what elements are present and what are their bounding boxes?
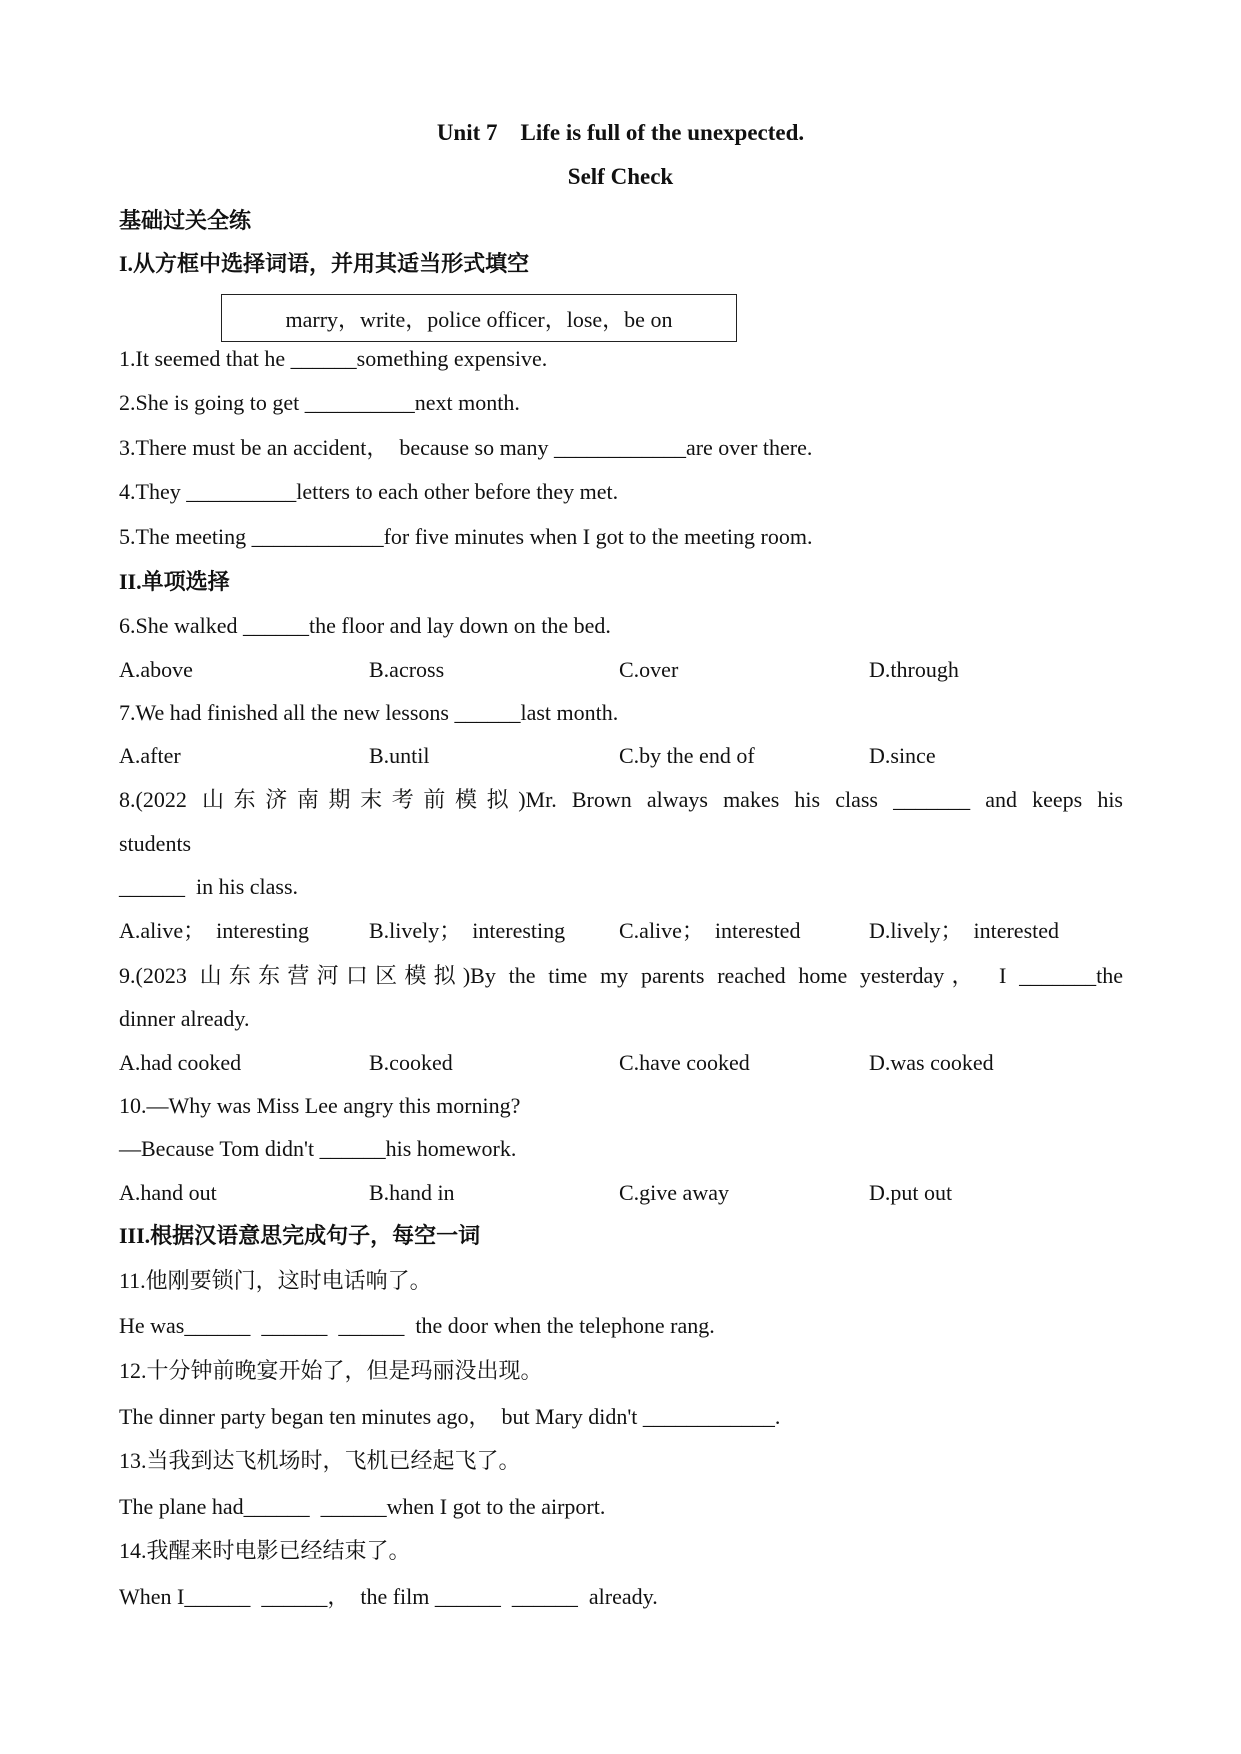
- option-c: C.give away: [619, 1180, 729, 1205]
- question-4: 4.They __________letters to each other before they met.: [119, 479, 619, 504]
- option-a: A.above: [119, 657, 193, 682]
- question-3: 3.There must be an accident， because so many ____________are over there.: [119, 435, 813, 460]
- part1-heading: I.从方框中选择词语，并用其适当形式填空: [119, 251, 530, 276]
- question-11-chinese: 11.他刚要锁门，这时电话响了。: [119, 1268, 432, 1293]
- part2-heading: II.单项选择: [119, 569, 230, 594]
- option-c: C.have cooked: [619, 1050, 750, 1075]
- question-14-english: When I______ ______， the film ______ ______ already.: [119, 1584, 658, 1609]
- question-13-chinese: 13.当我到达飞机场时，飞机已经起飞了。: [119, 1448, 521, 1473]
- option-b: B.hand in: [369, 1180, 455, 1205]
- question-14-chinese: 14.我醒来时电影已经结束了。: [119, 1538, 411, 1563]
- question-12-chinese: 12.十分钟前晚宴开始了，但是玛丽没出现。: [119, 1358, 543, 1383]
- question-2: 2.She is going to get __________next month.: [119, 390, 520, 415]
- question-10-line2: —Because Tom didn't ______his homework.: [119, 1136, 517, 1161]
- option-a: A.alive； interesting: [119, 918, 310, 943]
- option-d: D.through: [869, 657, 959, 682]
- option-c: C.alive； interested: [619, 918, 801, 943]
- option-a: A.after: [119, 743, 181, 768]
- question-9-line2: dinner already.: [119, 1006, 250, 1031]
- option-b: B.cooked: [369, 1050, 453, 1075]
- question-8-line3: ______ in his class.: [119, 874, 299, 899]
- question-12-english: The dinner party began ten minutes ago， but Mary didn't ____________.: [119, 1404, 781, 1429]
- word-box-text: marry，write，police officer，lose，be on: [285, 306, 673, 332]
- word-box: [221, 294, 737, 342]
- page-subtitle: Self Check: [567, 164, 674, 189]
- question-9-line1: 9.(2023 山东东营河口区模拟)By the time my parents reached home yesterday， I _______the: [119, 963, 1123, 988]
- part3-heading: III.根据汉语意思完成句子，每空一词: [119, 1223, 481, 1248]
- option-d: D.lively； interested: [869, 918, 1060, 943]
- option-b: B.lively； interesting: [369, 918, 566, 943]
- option-c: C.over: [619, 657, 679, 682]
- question-6: 6.She walked ______the floor and lay down on the bed.: [119, 613, 611, 638]
- option-a: A.had cooked: [119, 1050, 242, 1075]
- page-title: Unit 7 Life is full of the unexpected.: [436, 120, 805, 145]
- question-8-line2: students: [119, 831, 192, 856]
- question-5: 5.The meeting ____________for five minutes when I got to the meeting room.: [119, 524, 813, 549]
- question-1: 1.It seemed that he ______something expensive.: [119, 346, 548, 371]
- question-7: 7.We had finished all the new lessons ______last month.: [119, 700, 619, 725]
- question-8-line1: 8.(2022 山东济南期末考前模拟)Mr. Brown always makes his class _______ and keeps his: [119, 787, 1123, 812]
- option-d: D.was cooked: [869, 1050, 994, 1075]
- option-d: D.since: [869, 743, 936, 768]
- section-heading: 基础过关全练: [119, 208, 252, 233]
- question-11-english: He was______ ______ ______ the door when the telephone rang.: [119, 1313, 715, 1338]
- question-13-english: The plane had______ ______when I got to the airport.: [119, 1494, 606, 1519]
- option-a: A.hand out: [119, 1180, 217, 1205]
- question-10-line1: 10.—Why was Miss Lee angry this morning?: [119, 1093, 521, 1118]
- option-b: B.until: [369, 743, 430, 768]
- option-d: D.put out: [869, 1180, 953, 1205]
- option-c: C.by the end of: [619, 743, 755, 768]
- option-b: B.across: [369, 657, 445, 682]
